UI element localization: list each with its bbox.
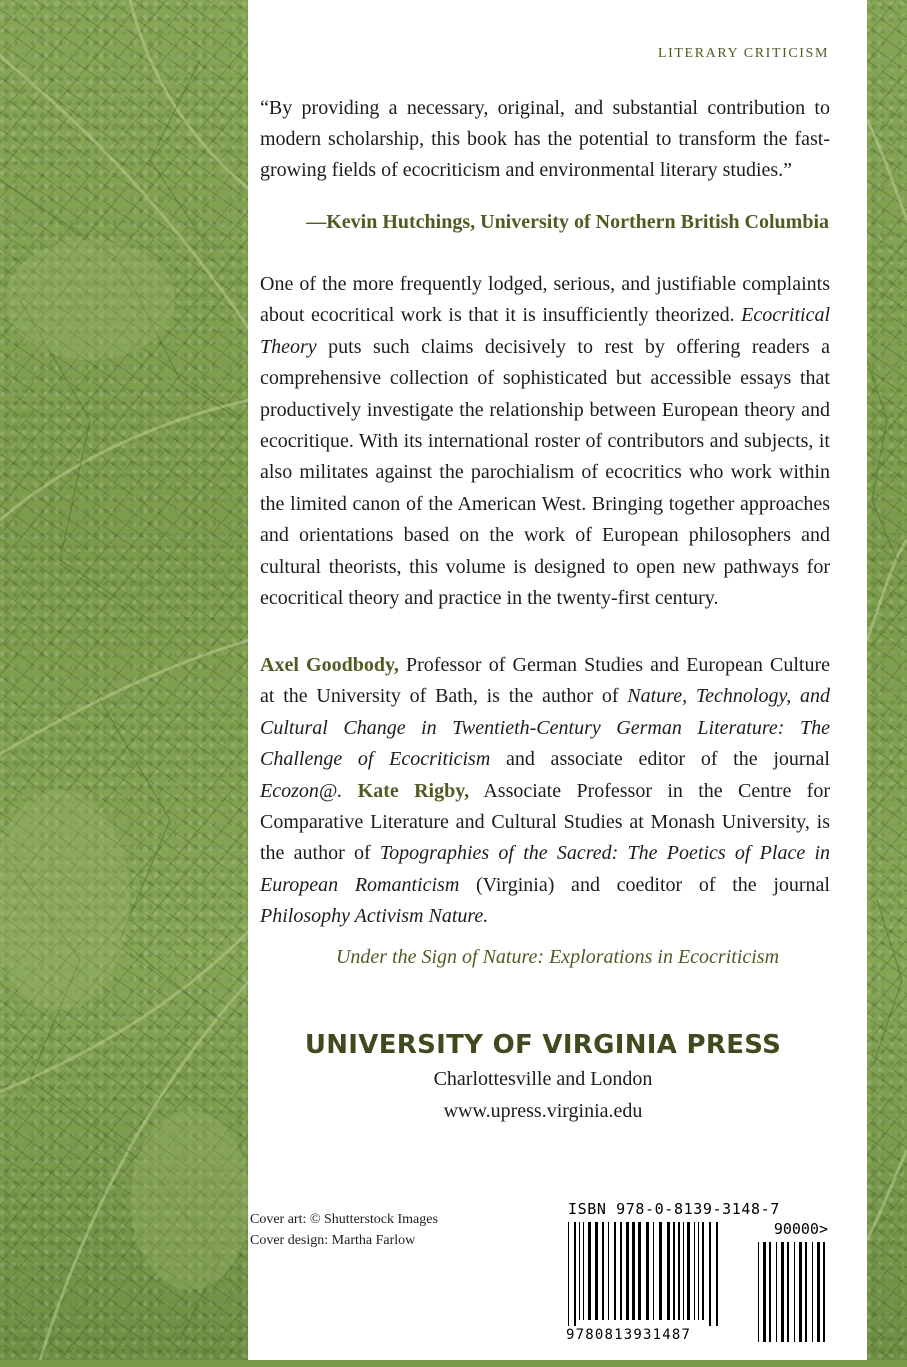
back-cover-text-panel — [248, 0, 867, 1360]
addon-bar — [794, 1242, 795, 1342]
editor-name-rigby: Kate Rigby, — [357, 779, 470, 802]
barcode-bar — [698, 1222, 699, 1320]
barcode-bar — [694, 1222, 695, 1320]
bio-text-4: (Virginia) and coeditor of the journal — [459, 873, 830, 896]
barcode-bar — [595, 1222, 598, 1320]
leaf-background-right — [867, 0, 907, 1360]
endorsement-attribution: —Kevin Hutchings, University of Northern British Columbia — [306, 211, 829, 233]
series-title: Under the Sign of Nature: Explorations in Ecocriticism — [335, 946, 780, 968]
bio-text-3: Associate Professor in the Centre for Comparative Literature and Cultural Studies at Monash University, is the author of — [260, 779, 831, 865]
barcode-bar — [709, 1222, 711, 1326]
addon-bar — [769, 1242, 771, 1342]
endorsement-quote: “By providing a necessary, original, and substantial contribution to modern scholarship, this book has the potential to transform the fast-growing fields of ecocriticism and environmental literary studies.” — [260, 97, 830, 181]
price-code: 90000> — [773, 1220, 828, 1238]
bio-book-2: Topographies of the Sacred: The Poetics of Place in European Romanticism — [260, 842, 830, 896]
bio-text-1: Professor of German Studies and European Culture at the University of Bath, is the author of — [260, 654, 830, 708]
isbn-block — [566, 1200, 828, 1362]
barcode-bar — [620, 1222, 622, 1320]
barcode-bar — [687, 1222, 690, 1320]
barcode-bar — [626, 1222, 629, 1320]
publisher-url: www.upress.virginia.edu — [443, 1100, 643, 1122]
cover-art-credit: Cover art: © Shutterstock Images — [250, 1212, 438, 1227]
addon-barcode-bars — [758, 1242, 825, 1342]
barcode-bar — [574, 1222, 576, 1326]
barcode-bar — [579, 1222, 580, 1320]
main-barcode-bars — [568, 1222, 718, 1326]
barcode-bar — [602, 1222, 604, 1320]
barcode-bar — [653, 1222, 654, 1320]
addon-bar — [781, 1242, 784, 1342]
addon-bar — [799, 1242, 802, 1342]
publisher-name: UNIVERSITY OF VIRGINIA PRESS — [304, 1030, 782, 1060]
publisher-place: Charlottesville and London — [433, 1068, 653, 1090]
addon-bar — [823, 1242, 825, 1342]
addon-bar — [812, 1242, 813, 1342]
addon-bar — [787, 1242, 789, 1342]
cover-design-credit: Cover design: Martha Farlow — [250, 1233, 416, 1248]
barcode-bar — [667, 1222, 670, 1320]
book-description — [260, 269, 830, 614]
editor-bios — [260, 650, 830, 933]
barcode-bar — [583, 1222, 584, 1320]
isbn-label: ISBN 978-0-8139-3148-7 — [568, 1200, 780, 1218]
leaf-vein-art-right — [867, 0, 907, 1360]
category-label: LITERARY CRITICISM — [657, 46, 829, 61]
leaf-vein-art — [0, 0, 248, 1360]
barcode-bar — [673, 1222, 675, 1320]
addon-bar — [805, 1242, 807, 1342]
addon-bar — [776, 1242, 777, 1342]
book-title-italic: Ecocritical Theory — [260, 304, 830, 358]
barcode-bar — [702, 1222, 704, 1320]
barcode-bar — [659, 1222, 662, 1320]
bio-journal-2: Philosophy Activism Nature. — [260, 905, 489, 928]
barcode-bar — [638, 1222, 641, 1320]
barcode-bar — [683, 1222, 684, 1320]
barcode-bar — [632, 1222, 635, 1320]
editor-name-goodbody: Axel Goodbody, — [260, 654, 399, 676]
bio-text-2: and associate editor of the journal — [490, 748, 830, 771]
barcode-bar — [608, 1222, 609, 1320]
addon-bar — [817, 1242, 820, 1342]
barcode-bar — [716, 1222, 718, 1326]
bio-journal-1: Ecozon@. — [260, 779, 343, 802]
barcode-bar — [678, 1222, 680, 1320]
cover-credits — [250, 1209, 438, 1251]
barcode-bar — [588, 1222, 591, 1320]
barcode-digits: 9780813931487 — [566, 1327, 692, 1343]
description-text-1: One of the more frequently lodged, serious, and justifiable complaints about ecocritical work is that it is insufficiently theorized. — [260, 273, 830, 327]
bio-book-1: Nature, Technology, and Cultural Change in Twentieth-Century German Literature: The Challenge of Ecocriticism — [260, 685, 831, 771]
barcode — [566, 1222, 828, 1362]
description-text-2: puts such claims decisively to rest by offering readers a comprehensive collection of sophisticated but accessible essays that productively investigate the relationship between European theory and ecocritique. With its international roster of contributors and subjects, it also militates against the parochialism of ecocritics who work within the limited canon of the American West. Bringing together approaches and orientations based on the work of European philosophers and cultural theorists, this volume is designed to open new pathways for ecocritical theory and practice in the twenty-first century. — [260, 335, 830, 610]
leaf-background-left — [0, 0, 248, 1360]
barcode-bar — [568, 1222, 569, 1326]
barcode-bar — [614, 1222, 616, 1320]
barcode-bar — [646, 1222, 649, 1320]
